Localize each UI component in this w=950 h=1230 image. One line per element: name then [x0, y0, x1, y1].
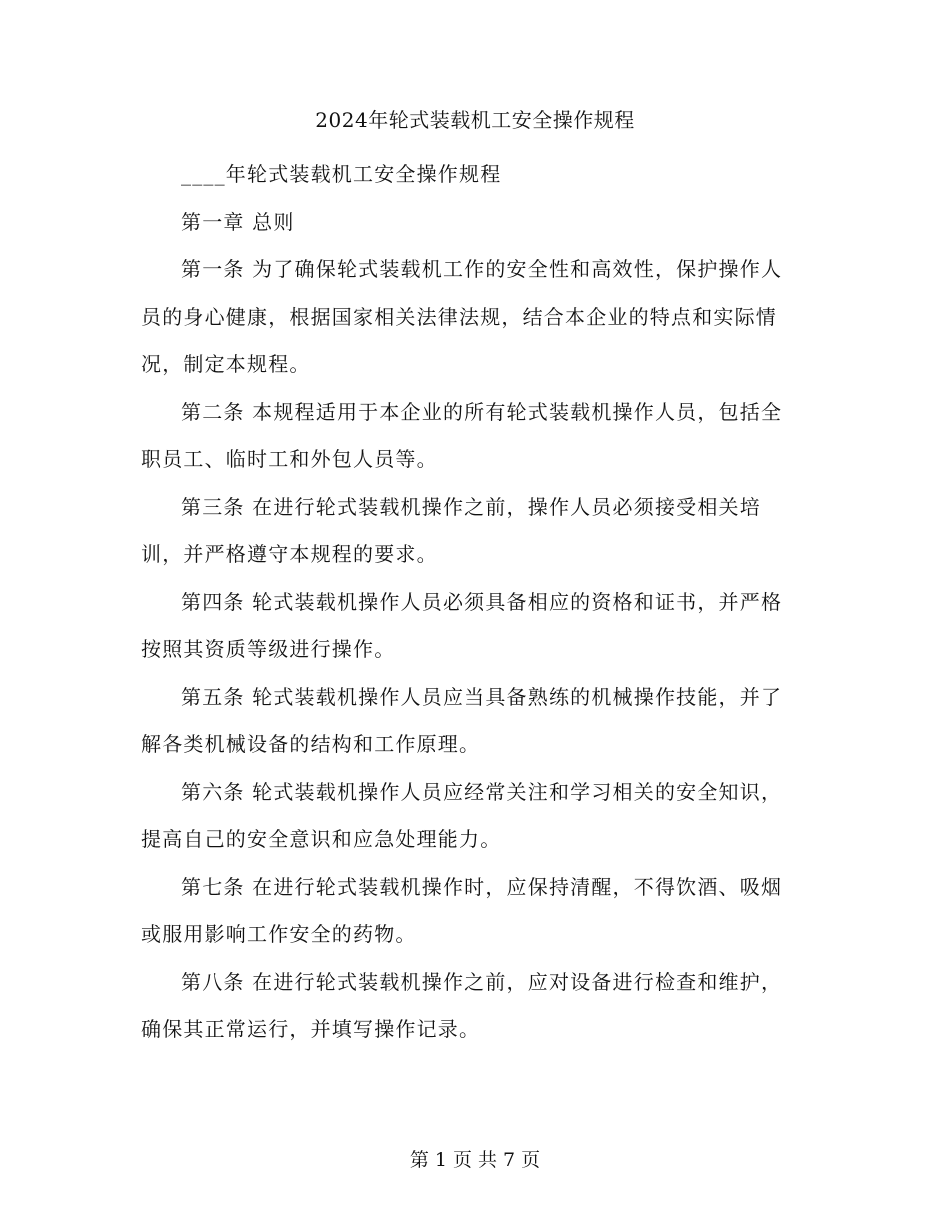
- document-title: 2024年轮式装载机工安全操作规程: [315, 108, 635, 132]
- paragraph-article-6: 第六条 轮式装载机操作人员应经常关注和学习相关的安全知识，提高自己的安全意识和应急处理能力。: [141, 779, 783, 851]
- page-footer: [0, 1144, 950, 1176]
- paragraph-article-8: 第八条 在进行轮式装载机操作之前，应对设备进行检查和维护，确保其正常运行，并填写操作记录。: [141, 969, 783, 1041]
- paragraph-article-3: 第三条 在进行轮式装载机操作之前，操作人员必须接受相关培训，并严格遵守本规程的要求。: [141, 494, 761, 566]
- paragraph-article-4: 第四条 轮式装载机操作人员必须具备相应的资格和证书，并严格按照其资质等级进行操作。: [141, 589, 783, 661]
- paragraph-article-1: 第一条 为了确保轮式装载机工作的安全性和高效性，保护操作人员的身心健康，根据国家相关法律法规，结合本企业的特点和实际情况，制定本规程。: [141, 257, 783, 376]
- paragraph-chapter-heading: 第一章 总则: [181, 209, 295, 234]
- paragraph-article-2: 第二条 本规程适用于本企业的所有轮式装载机操作人员，包括全职员工、临时工和外包人员等。: [141, 399, 783, 471]
- paragraph-article-7: 第七条 在进行轮式装载机操作时，应保持清醒，不得饮酒、吸烟或服用影响工作安全的药物。: [141, 874, 783, 946]
- paragraph-article-5: 第五条 轮式装载机操作人员应当具备熟练的机械操作技能，并了解各类机械设备的结构和工作原理。: [141, 684, 783, 756]
- page-number-label: 第 1 页 共 7 页: [409, 1149, 541, 1171]
- document-body: [141, 151, 803, 1054]
- paragraph-subtitle: ____年轮式装载机工安全操作规程: [181, 162, 502, 186]
